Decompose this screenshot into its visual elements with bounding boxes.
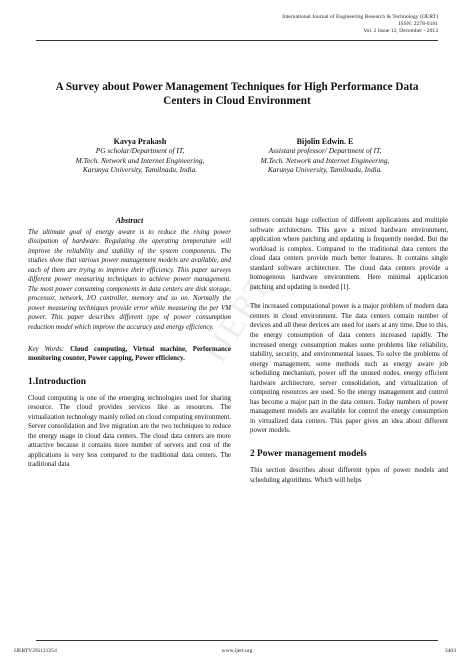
author-dept: M.Tech. Network and Internet Engineering, bbox=[260, 155, 390, 165]
author-role: PG scholar/Department of IT, bbox=[95, 146, 185, 156]
author-university: Karunya University, Tamilnadu, India. bbox=[82, 165, 198, 175]
header-rule bbox=[36, 40, 438, 41]
watermark: IJERT bbox=[196, 267, 280, 370]
power-models-paragraph: This section describes about different types of power models and scheduling algorithms. Which will helps bbox=[250, 467, 448, 484]
keywords-label: Key Words: bbox=[28, 345, 65, 353]
keywords bbox=[28, 345, 231, 364]
footer-rule bbox=[36, 640, 438, 641]
author-name: Bijolin Edwin. E bbox=[296, 137, 354, 146]
right-column bbox=[250, 216, 448, 485]
section-heading-introduction: 1.Introduction bbox=[28, 376, 86, 387]
journal-header bbox=[282, 14, 438, 36]
intro-paragraph-continued: centers contain huge collection of different applications and multiple software architecture. This gave a mixed hardware environment, application where patching and updating is frequently needed. But the workload is complex. Compared to the traditional data centers the cloud data centers provide much better features. It contains single standard software architecture. The cloud data centers provide a homogenous hardware environment. Here minimal application patching and updating is needed [1]. bbox=[250, 217, 448, 291]
footer-code: IJERTV2IS121254 bbox=[14, 648, 57, 654]
author-university: Karunya University, Tamilnadu, India. bbox=[267, 165, 383, 175]
journal-issn: ISSN: 2278-0181 bbox=[398, 21, 438, 28]
intro-paragraph: Cloud computing is one of the emerging technologies used for sharing resource. The cloud provides services like as resources. The virtualization technology mainly relied on cloud computing environment. Server consolidation and live migration are the two techniques to reduce the energy usage in cloud data centers. The cloud data centers are more attractive because it contains more number of servers and cost of the applications is very less compared to the traditional data centers. The traditional data bbox=[28, 394, 231, 469]
abstract-text: The ultimate goal of energy aware is to reduce the rising power dissipation of hardware. Regulating the operating temperature will improve the reliability and stability of the system components. The studies show that various power management models are available, and each of them are trying to improve their efficiency. This paper surveys different power measuring techniques to achieve power management. The most power consuming components in data centers are disk storage, processor, network, I/O controller, memory and so on. Normally the power measuring techniques provide error while measuring the per VM power. This paper describes different type of power consumption reduction model which improve the accuracy and energy efficiency. bbox=[28, 228, 231, 332]
author-name: Kavya Prakash bbox=[113, 137, 167, 146]
author-block-1 bbox=[60, 137, 220, 175]
journal-volume: Vol. 2 Issue 12, December - 2013 bbox=[363, 28, 438, 35]
abstract-heading: Abstract bbox=[115, 216, 144, 225]
intro-paragraph-2: The increased computational power is a major problem of modern data centers in cloud environment. The data centers contain number of devices and all these devices are used for users at any time. Due to this, the energy consumption of data centers increased rapidly. The increased energy consumption makes some problems like reliability, stability, security, and environmental issues. To solve the problems of energy management, some methods such as energy aware job scheduling mechanism, power off the unused nodes, energy efficient hardware architecture, server consolidation, and virtualization of computing resources are used. So the energy management and control has become a major part in the data centers. Today numbers of power management models are available for control the energy consumption in virtualized data centers. This paper gives an idea about different power models. bbox=[250, 303, 448, 435]
author-dept: M.Tech. Network and Internet Engineering, bbox=[75, 155, 205, 165]
journal-name: International Journal of Engineering Research & Technology (IJERT) bbox=[282, 14, 438, 20]
page-number: 3403 bbox=[444, 648, 456, 654]
left-column bbox=[28, 216, 231, 470]
section-heading-power-models: 2 Power management models bbox=[250, 449, 367, 460]
author-role: Assistant professor/ Department of IT, bbox=[268, 146, 382, 156]
author-block-2 bbox=[240, 137, 410, 175]
footer-site: www.ijert.org bbox=[221, 648, 253, 654]
paper-title: A Survey about Power Management Techniques for High Performance Data Centers in Cloud Environment bbox=[55, 81, 419, 107]
keywords-terms: Cloud computing, Virtual machine, Performance monitoring counter, Power capping, Power efficiency. bbox=[28, 345, 231, 363]
